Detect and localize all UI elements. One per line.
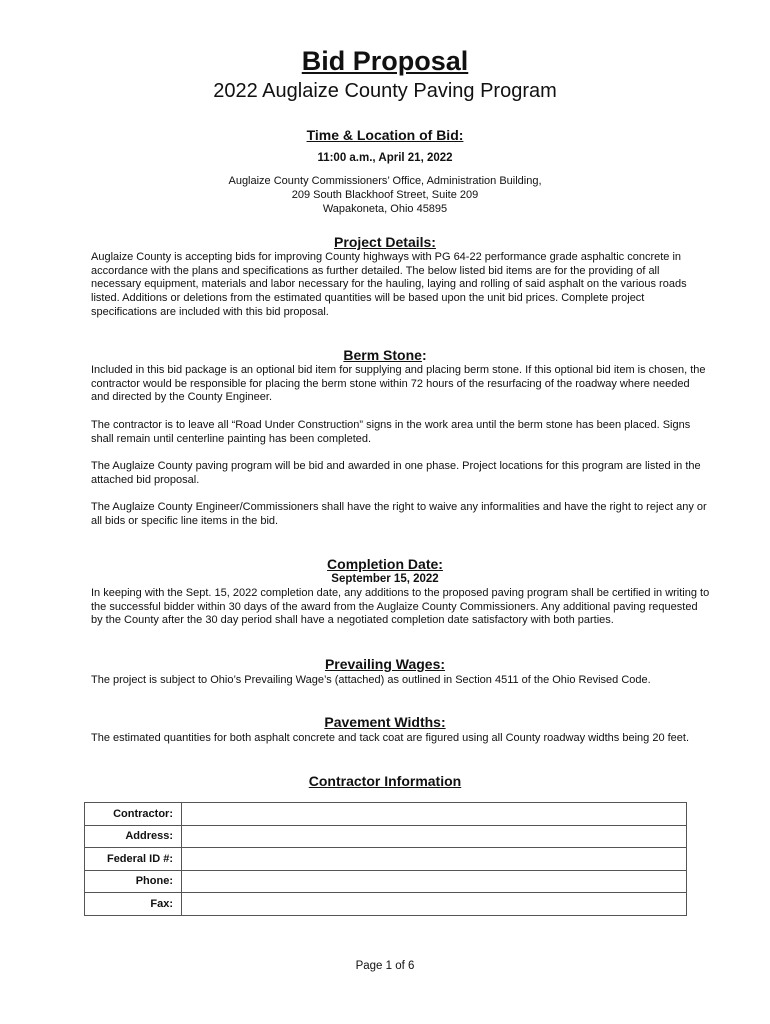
address-line-3: Wapakoneta, Ohio 45895 [322, 203, 448, 215]
completion-date-body: In keeping with the Sept. 15, 2022 completion date, any additions to the proposed paving program shall be certified in writing to the successful bidder within 30 days of the award from the Auglaize County Commissioners. Any additional paving requested by the County after the 30 day period shall have a negotiated completion date satisfactory with both parties. [91, 587, 710, 627]
prevailing-wages-heading: Prevailing Wages: [324, 656, 446, 672]
address-field[interactable] [182, 825, 687, 848]
project-details-heading: Project Details: [334, 234, 436, 250]
completion-date-heading: Completion Date: [327, 556, 443, 572]
federal-id-label: Federal ID #: [85, 848, 182, 871]
berm-stone-heading [0, 347, 770, 363]
contractor-info-table [84, 802, 687, 916]
berm-stone-heading-colon: : [421, 347, 427, 363]
table-row [85, 870, 687, 893]
table-row [85, 825, 687, 848]
address-line-2: 209 South Blackhoof Street, Suite 209 [291, 189, 479, 201]
phone-label: Phone: [85, 870, 182, 893]
address-line-1: Auglaize County Commissioners’ Office, Administration Building, [228, 175, 542, 187]
fax-field[interactable] [182, 893, 687, 916]
page-number: Page 1 of 6 [355, 960, 415, 972]
berm-stone-heading-text: Berm Stone [343, 347, 422, 363]
address-label: Address: [85, 825, 182, 848]
bid-datetime: 11:00 a.m., April 21, 2022 [317, 152, 453, 164]
contractor-info-heading: Contractor Information [308, 773, 462, 789]
berm-stone-paragraph-3: The Auglaize County paving program will be bid and awarded in one phase. Project locations for this program are listed in the attached bid proposal. [91, 460, 701, 486]
prevailing-wages-body: The project is subject to Ohio’s Prevailing Wage’s (attached) as outlined in Section 4511 of the Ohio Revised Code. [91, 674, 651, 686]
completion-date-value: September 15, 2022 [331, 573, 439, 585]
berm-stone-paragraph-1: Included in this bid package is an optional bid item for supplying and placing berm stone. If this optional bid item is chosen, the contractor would be responsible for placing the berm stone within 72 hours of the resurfacing of the roadway where needed and directed by the County Engineer. [91, 364, 706, 404]
pavement-widths-heading: Pavement Widths: [324, 714, 446, 730]
document-subtitle: 2022 Auglaize County Paving Program [213, 80, 557, 102]
bid-address [0, 174, 770, 216]
project-details-body: Auglaize County is accepting bids for improving County highways with PG 64-22 performance grade asphaltic concrete in accordance with the plans and specifications as further detailed. The below listed bid items are for the providing of all necessary equipment, materials and labor necessary for the hauling, laying and rolling of said asphalt on the various roads listed. Additions or deletions from the estimated quantities will be based upon the unit bid prices. Complete project specifications are included with this bid proposal. [91, 251, 687, 318]
table-row [85, 848, 687, 871]
berm-stone-paragraph-2: The contractor is to leave all “Road Under Construction” signs in the work area until the berm stone has been placed. Signs shall remain until centerline painting has been completed. [91, 419, 691, 445]
contractor-field[interactable] [182, 803, 687, 826]
contractor-label: Contractor: [85, 803, 182, 826]
phone-field[interactable] [182, 870, 687, 893]
table-row [85, 893, 687, 916]
fax-label: Fax: [85, 893, 182, 916]
federal-id-field[interactable] [182, 848, 687, 871]
berm-stone-paragraph-4: The Auglaize County Engineer/Commissioners shall have the right to waive any informalities and have the right to reject any or all bids or specific line items in the bid. [91, 501, 707, 527]
pavement-widths-body: The estimated quantities for both asphalt concrete and tack coat are figured using all County roadway widths being 20 feet. [91, 732, 690, 744]
document-title: Bid Proposal [301, 46, 469, 76]
table-row [85, 803, 687, 826]
time-location-heading: Time & Location of Bid: [306, 127, 464, 143]
